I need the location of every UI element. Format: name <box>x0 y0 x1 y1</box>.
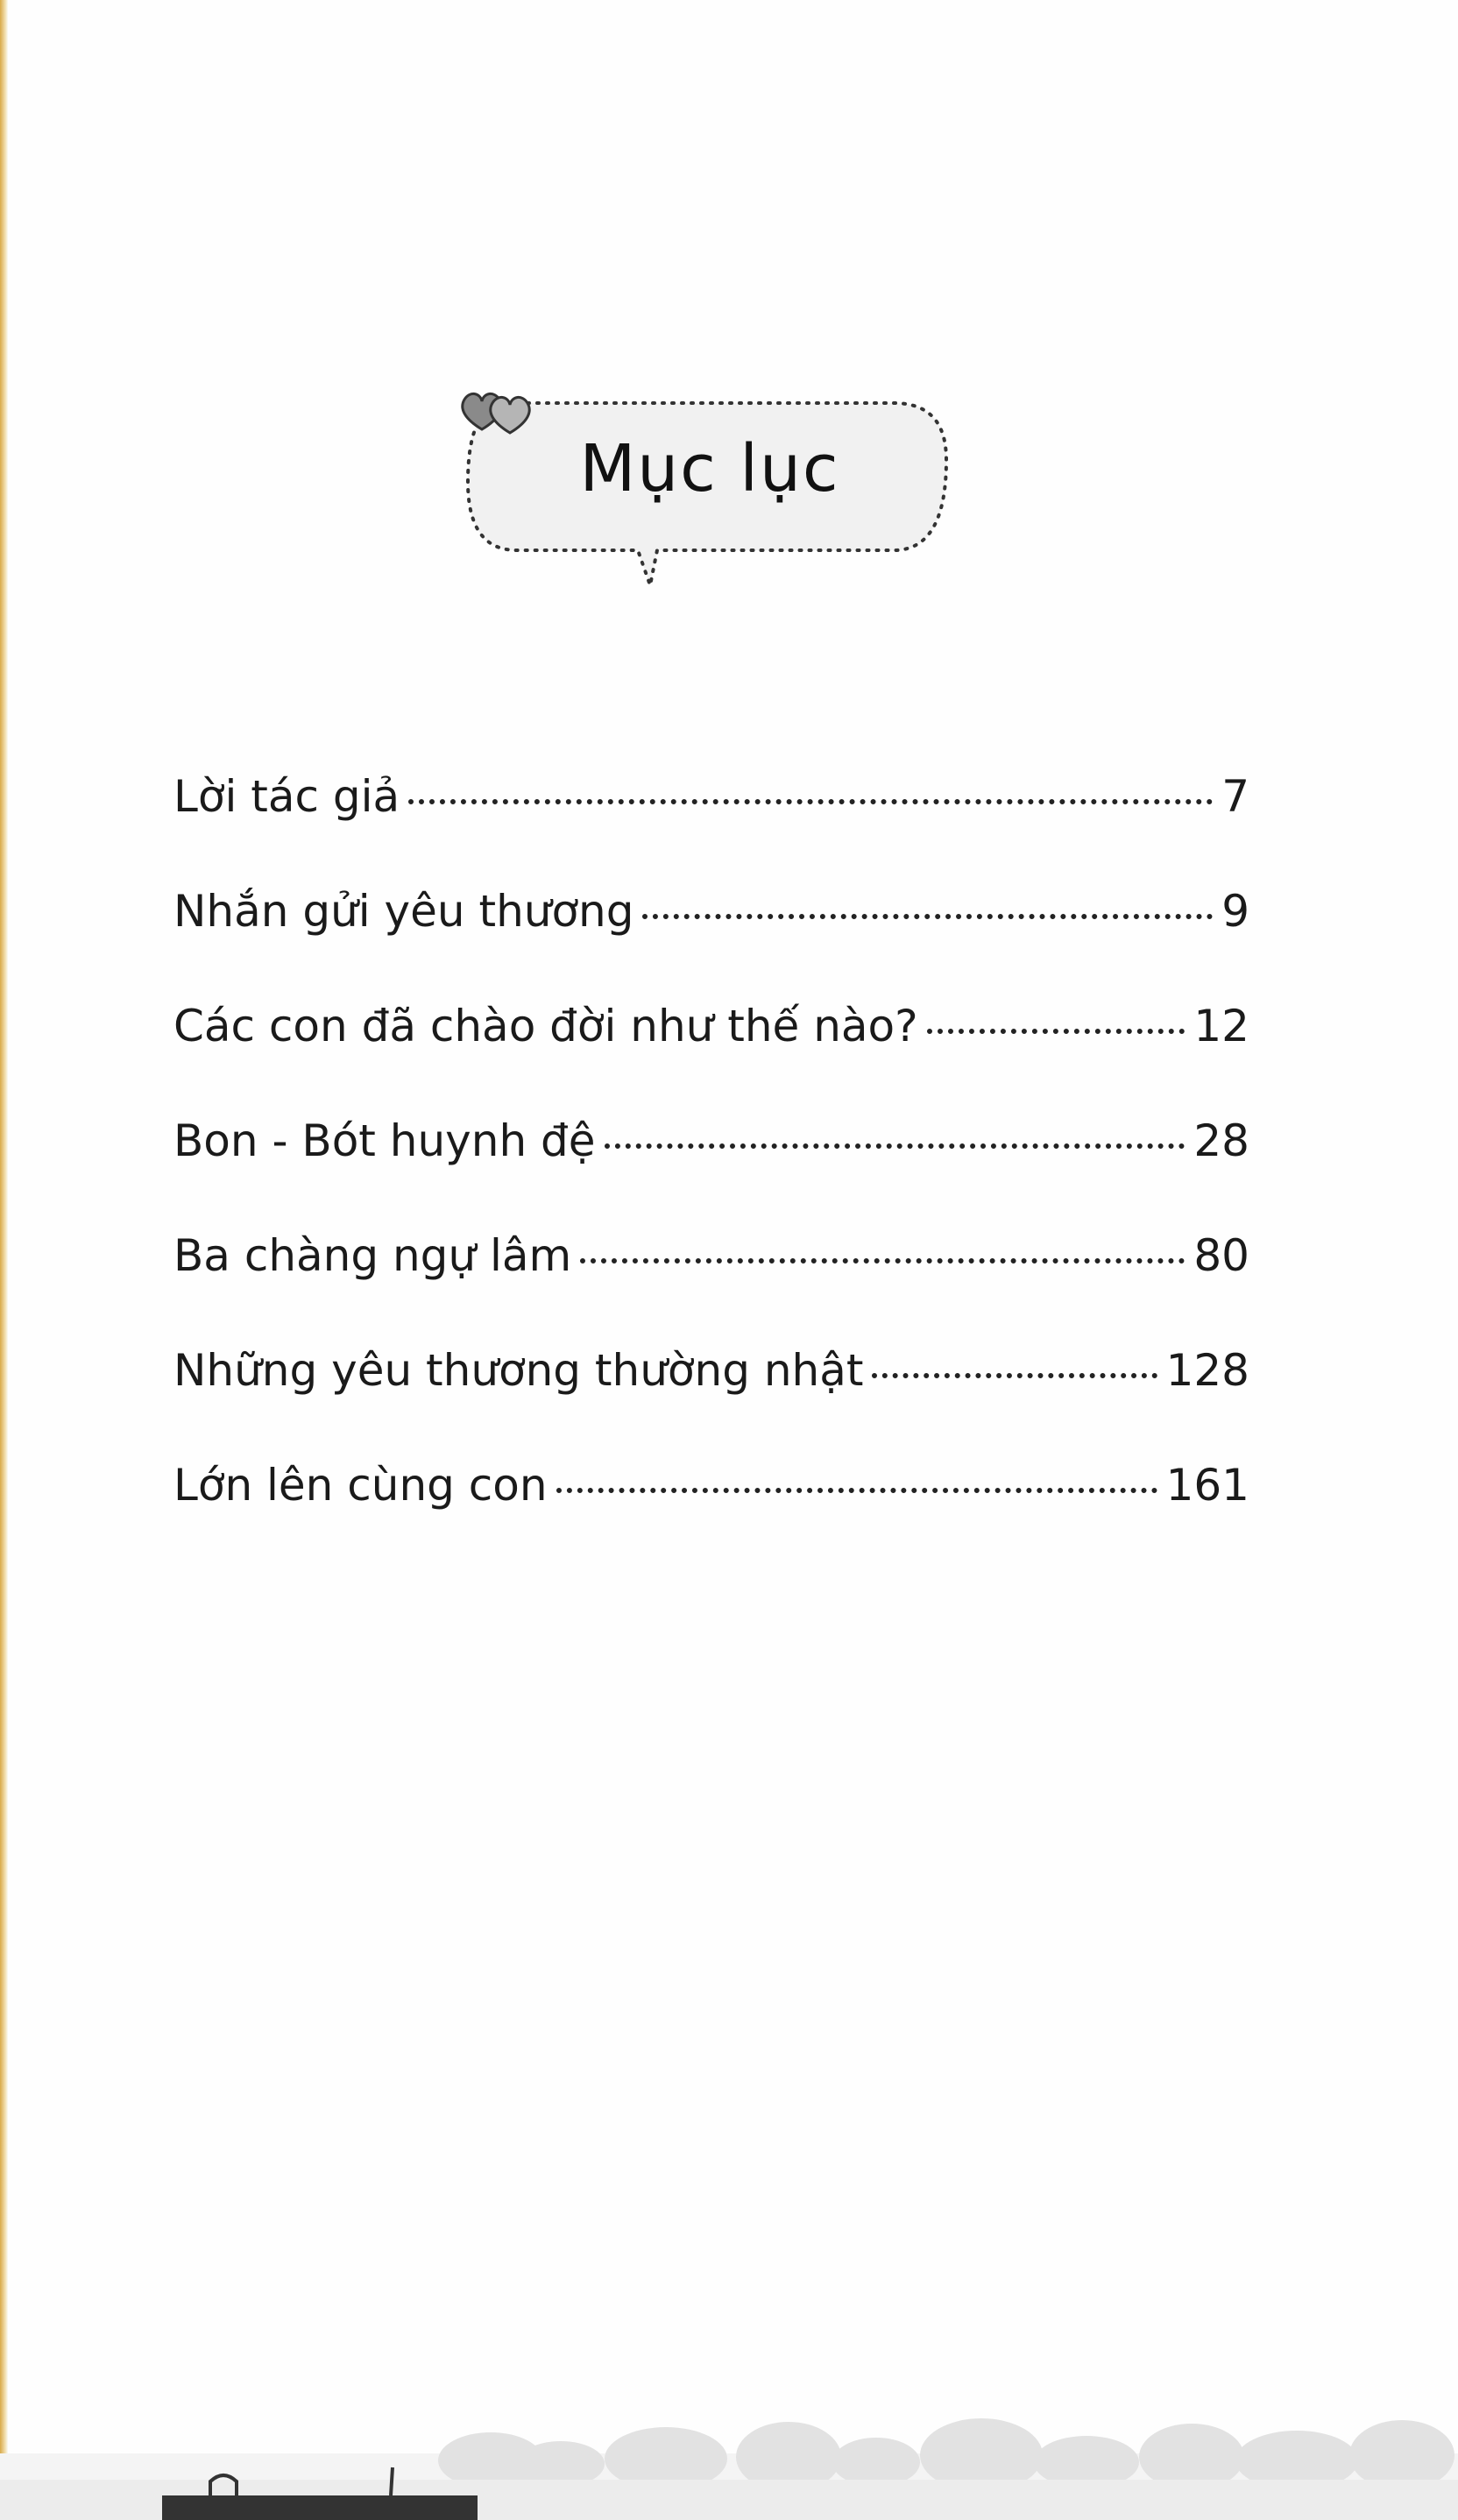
toc-entry[interactable] <box>173 771 1249 886</box>
toc-entry[interactable] <box>173 1345 1249 1460</box>
landscape-illustration <box>0 2383 1458 2520</box>
dot-leader <box>408 799 1213 804</box>
toc-entry-page: 12 <box>1193 1001 1249 1051</box>
dot-leader <box>927 1029 1186 1034</box>
table-of-contents <box>173 771 1249 1575</box>
toc-entry[interactable] <box>173 1001 1249 1115</box>
toc-entry-title: Lớn lên cùng con <box>173 1460 548 1511</box>
two-hearts-icon <box>456 386 552 438</box>
toc-entry[interactable] <box>173 886 1249 1001</box>
toc-entry-page: 7 <box>1221 771 1249 822</box>
dot-leader <box>605 1143 1186 1149</box>
spine-edge <box>0 0 8 2520</box>
toc-entry-page: 28 <box>1193 1115 1249 1166</box>
page-title: Mục lục <box>579 431 840 506</box>
toc-entry-title: Các con đã chào đời như thế nào? <box>173 1001 918 1051</box>
toc-entry[interactable] <box>173 1115 1249 1230</box>
toc-entry-page: 128 <box>1165 1345 1249 1396</box>
toc-entry[interactable] <box>173 1230 1249 1345</box>
toc-entry-page: 9 <box>1221 886 1249 937</box>
toc-entry-page: 161 <box>1165 1460 1249 1511</box>
toc-entry-title: Những yêu thương thường nhật <box>173 1345 864 1396</box>
toc-entry-title: Ba chàng ngự lâm <box>173 1230 572 1281</box>
dot-leader <box>556 1488 1157 1493</box>
toc-entry-page: 80 <box>1193 1230 1249 1281</box>
toc-entry-title: Bon - Bót huynh đệ <box>173 1115 596 1166</box>
toc-entry[interactable] <box>173 1460 1249 1575</box>
toc-entry-title: Lời tác giả <box>173 771 400 822</box>
dot-leader <box>872 1373 1157 1378</box>
title-bubble <box>456 386 964 596</box>
dot-leader <box>642 914 1213 919</box>
dot-leader <box>580 1258 1185 1264</box>
toc-entry-title: Nhắn gửi yêu thương <box>173 886 634 937</box>
